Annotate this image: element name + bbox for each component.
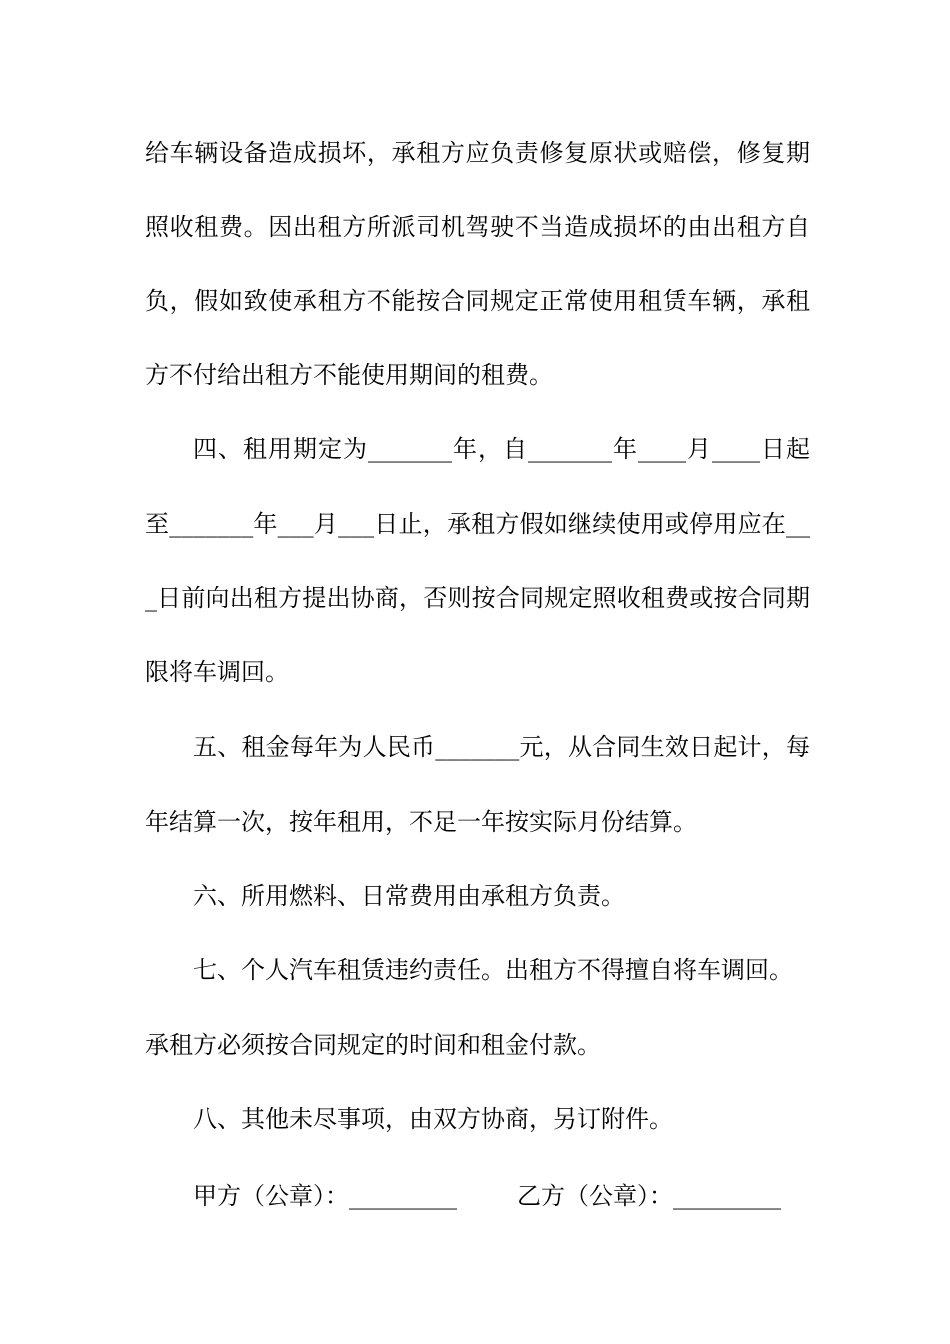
paragraph-line: 限将车调回。 bbox=[145, 658, 289, 686]
paragraph-line: _日前向出租方提出协商，否则按合同规定照收租费或按合同期 bbox=[145, 584, 810, 612]
paragraph-line: 给车辆设备造成损坏，承租方应负责修复原状或赔偿，修复期 bbox=[145, 139, 810, 167]
paragraph-line: 承租方必须按合同规定的时间和租金付款。 bbox=[145, 1031, 601, 1059]
clause-four-line: 四、租用期定为_______年，自_______年____月____日起 bbox=[193, 435, 810, 463]
party-b-signature: 乙方（公章）：_________ bbox=[517, 1182, 781, 1210]
clause-eight-line: 八、其他未尽事项，由双方协商，另订附件。 bbox=[193, 1105, 673, 1133]
paragraph-line: 方不付给出租方不能使用期间的租费。 bbox=[145, 361, 553, 389]
paragraph-line: 照收租费。因出租方所派司机驾驶不当造成损坏的由出租方自 bbox=[145, 213, 810, 241]
paragraph-line: 负，假如致使承租方不能按合同规定正常使用租赁车辆，承租 bbox=[145, 287, 810, 315]
clause-seven-line: 七、个人汽车租赁违约责任。出租方不得擅自将车调回。 bbox=[193, 956, 793, 984]
party-a-signature: 甲方（公章）：_________ bbox=[193, 1182, 457, 1210]
paragraph-line: 至_______年___月___日止，承租方假如继续使用或停用应在__ bbox=[145, 510, 810, 538]
paragraph-line: 年结算一次，按年租用，不足一年按实际月份结算。 bbox=[145, 808, 697, 836]
clause-five-line: 五、租金每年为人民币_______元，从合同生效日起计，每 bbox=[193, 733, 810, 761]
clause-six-line: 六、所用燃料、日常费用由承租方负责。 bbox=[193, 882, 625, 910]
